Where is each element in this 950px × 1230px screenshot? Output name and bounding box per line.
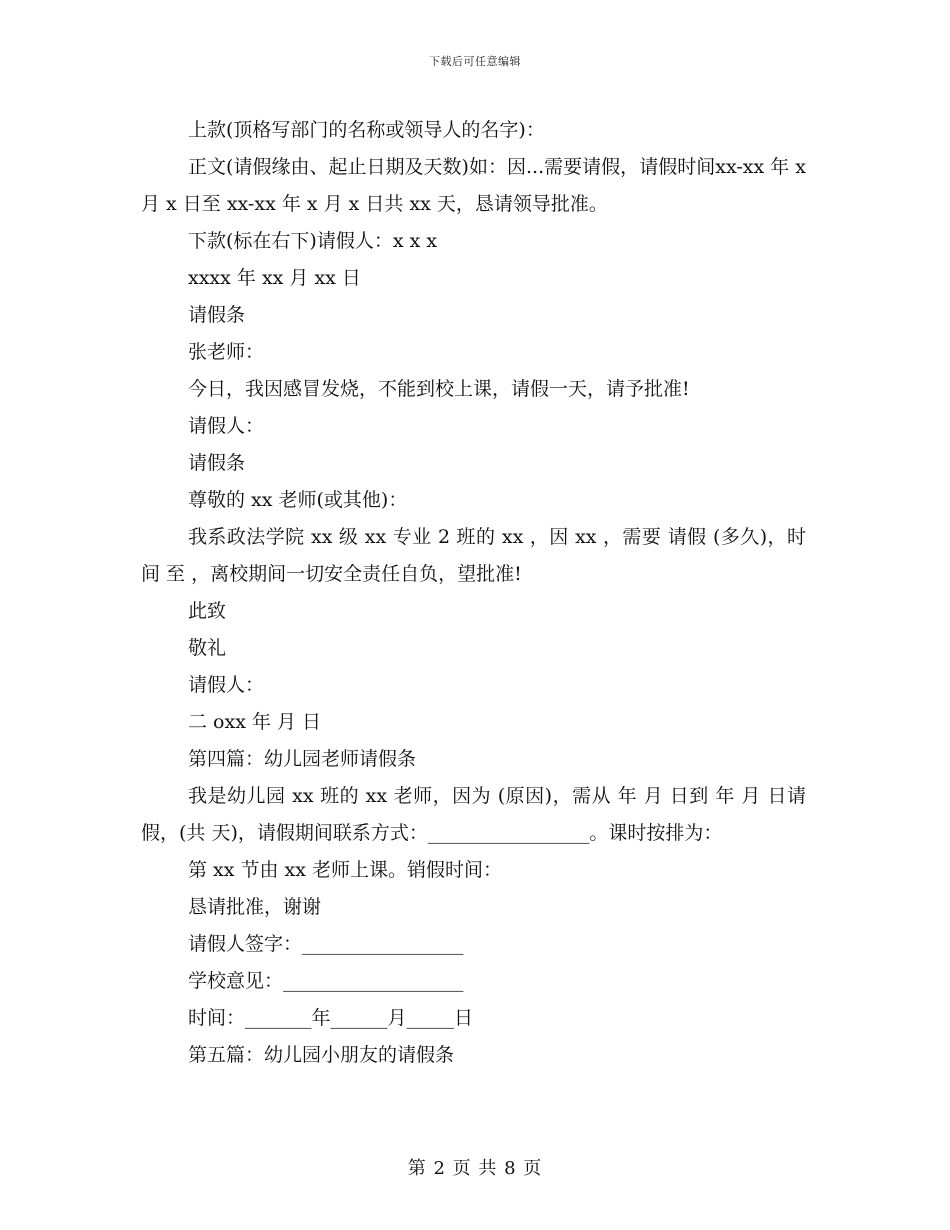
paragraph: 上款(顶格写部门的名称或领导人的名字)：: [188, 119, 545, 141]
page-number: 第 2 页 共 8 页: [407, 1158, 543, 1179]
paragraph: 此致: [188, 600, 227, 622]
paragraph: 第四篇：幼儿园老师请假条: [188, 748, 417, 770]
paragraph: 请假人：: [188, 415, 265, 437]
paragraph: 尊敬的 xx 老师(或其他)：: [188, 489, 408, 511]
paragraph: xxxx 年 xx 月 xx 日: [188, 267, 361, 289]
paragraph: 请假人签字：_________________: [188, 933, 464, 955]
paragraph: 二 oxx 年 月 日: [188, 711, 322, 733]
paragraph: 第 xx 节由 xx 老师上课。销假时间：: [188, 859, 503, 881]
paragraph: 请假人：: [188, 674, 265, 696]
page-header-note: 下载后可任意编辑: [429, 55, 521, 68]
paragraph: 敬礼: [188, 637, 227, 659]
paragraph: 时间：_______年______月_____日: [188, 1007, 474, 1029]
paragraph: 张老师：: [188, 341, 265, 363]
document-body: [141, 112, 806, 1074]
paragraph: 第五篇：幼儿园小朋友的请假条: [188, 1044, 455, 1066]
paragraph: 学校意见：___________________: [188, 970, 464, 992]
paragraph: 下款(标在右下)请假人：x x x: [188, 230, 438, 252]
paragraph: 今日，我因感冒发烧，不能到校上课，请假一天，请予批准!: [188, 378, 690, 400]
paragraph: 我系政法学院 xx 级 xx 专业 2 班的 xx ，因 xx ，需要 请假 (多久)，时间 至 ，离校期间一切安全责任自负，望批准!: [141, 526, 806, 585]
paragraph: 正文(请假缘由、起止日期及天数)如：因...需要请假，请假时间xx-xx 年 x 月 x 日至 xx-xx 年 x 月 x 日共 xx 天，恳请领导批准。: [141, 156, 806, 215]
paragraph: 恳请批准，谢谢: [188, 896, 322, 918]
paragraph: 请假条: [188, 304, 246, 326]
paragraph: 请假条: [188, 452, 246, 474]
paragraph: 我是幼儿园 xx 班的 xx 老师，因为 (原因)，需从 年 月 日到 年 月 日请假，(共 天)，请假期间联系方式：_________________。课时按排为：: [141, 785, 806, 844]
